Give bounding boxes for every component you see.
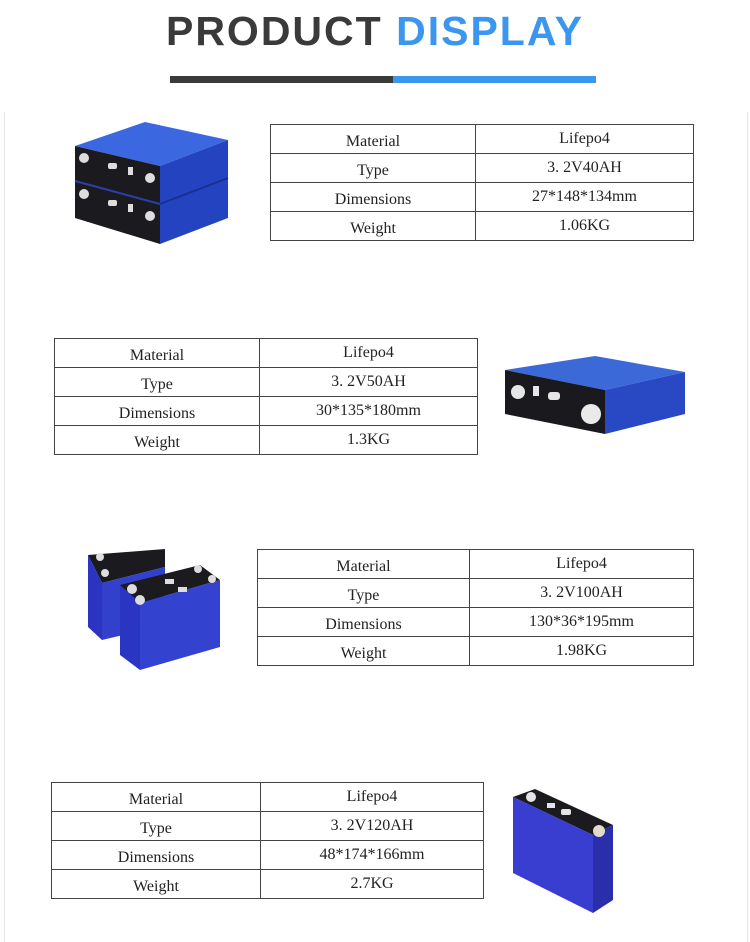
spec-label: Weight (52, 870, 261, 899)
spec-label: Type (52, 812, 261, 841)
spec-table-50ah (54, 338, 478, 455)
spec-label: Dimensions (55, 397, 260, 426)
spec-value: 3. 2V100AH (470, 579, 694, 608)
spec-value: Lifepo4 (476, 125, 694, 154)
spec-value: 3. 2V40AH (476, 154, 694, 183)
spec-value: Lifepo4 (470, 550, 694, 579)
spec-table-100ah (257, 549, 694, 666)
spec-label: Material (258, 550, 470, 579)
spec-label: Material (52, 783, 261, 812)
spec-table-40ah (270, 124, 694, 241)
spec-label: Material (271, 125, 476, 154)
spec-value: Lifepo4 (261, 783, 484, 812)
page-title (0, 8, 750, 55)
title-underline (170, 76, 596, 83)
spec-value: 27*148*134mm (476, 183, 694, 212)
title-part-display: DISPLAY (396, 8, 585, 54)
spec-value: 30*135*180mm (260, 397, 478, 426)
spec-value: 3. 2V50AH (260, 368, 478, 397)
spec-label: Dimensions (271, 183, 476, 212)
spec-label: Dimensions (258, 608, 470, 637)
spec-label: Type (271, 154, 476, 183)
spec-value: 1.06KG (476, 212, 694, 241)
spec-label: Weight (55, 426, 260, 455)
lifepo4-battery-cell-upright-icon (505, 785, 620, 915)
spec-table-120ah (51, 782, 484, 899)
lifepo4-battery-cells-stacked-icon (70, 118, 235, 248)
spec-label: Weight (258, 637, 470, 666)
spec-value: 48*174*166mm (261, 841, 484, 870)
spec-label: Type (258, 579, 470, 608)
spec-value: 130*36*195mm (470, 608, 694, 637)
spec-value: 3. 2V120AH (261, 812, 484, 841)
spec-value: 1.3KG (260, 426, 478, 455)
spec-label: Weight (271, 212, 476, 241)
spec-label: Material (55, 339, 260, 368)
title-part-product: PRODUCT (165, 8, 383, 54)
lifepo4-battery-cells-pair-icon (80, 545, 225, 675)
lifepo4-battery-cell-flat-icon (500, 352, 690, 442)
spec-value: 1.98KG (470, 637, 694, 666)
spec-label: Type (55, 368, 260, 397)
spec-value: 2.7KG (261, 870, 484, 899)
spec-label: Dimensions (52, 841, 261, 870)
spec-value: Lifepo4 (260, 339, 478, 368)
